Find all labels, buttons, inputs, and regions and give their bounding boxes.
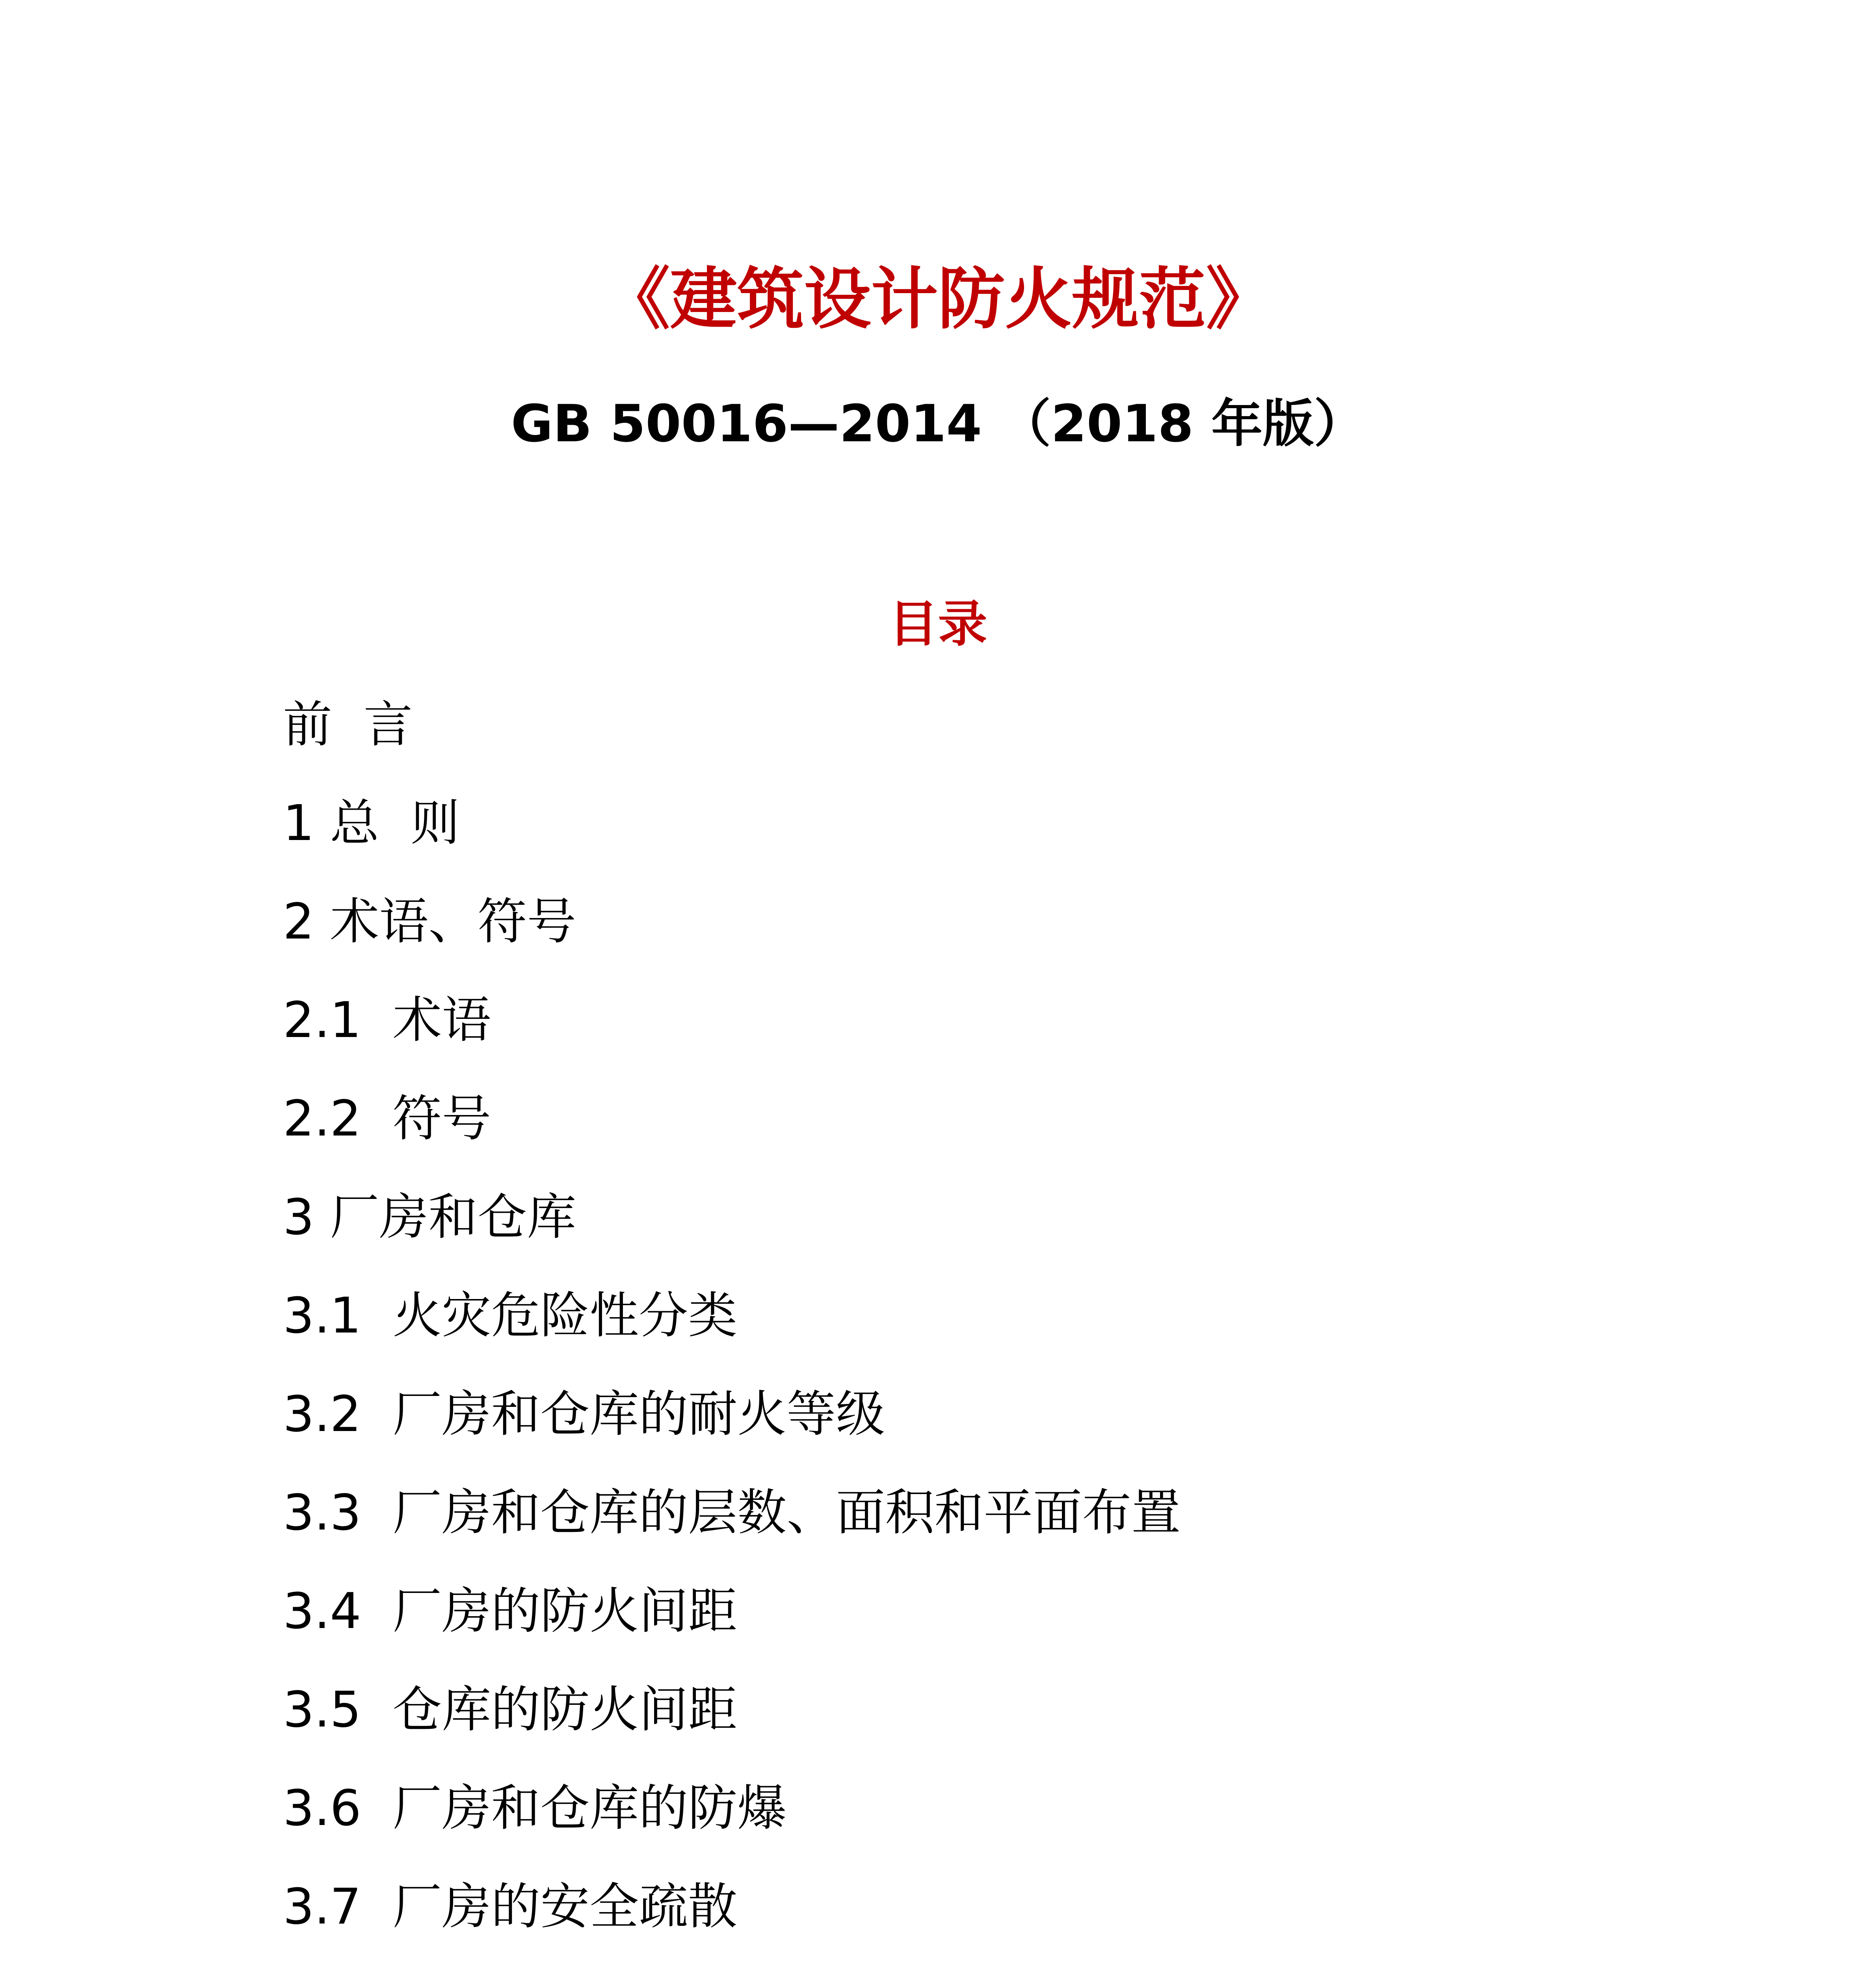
toc-item[interactable]: 3.2 厂房和仓库的耐火等级 bbox=[283, 1386, 885, 1443]
toc-item[interactable]: 3 厂房和仓库 bbox=[283, 1189, 576, 1246]
toc-heading: 目录 bbox=[889, 596, 987, 653]
toc-item[interactable]: 3.3 厂房和仓库的层数、面积和平面布置 bbox=[283, 1484, 1181, 1541]
document-title: 《建筑设计防火规范》 bbox=[603, 260, 1273, 338]
toc-list bbox=[283, 690, 1463, 1970]
toc-item[interactable]: 1 总 则 bbox=[283, 795, 460, 852]
toc-item[interactable]: 前 言 bbox=[283, 696, 413, 753]
toc-item[interactable]: 3.7 厂房的安全疏散 bbox=[283, 1878, 738, 1935]
toc-item[interactable]: 3.5 仓库的防火间距 bbox=[283, 1681, 738, 1738]
toc-item[interactable]: 2 术语、符号 bbox=[283, 893, 576, 950]
toc-item[interactable]: 2.2 符号 bbox=[283, 1090, 491, 1147]
toc-item[interactable]: 3.6 厂房和仓库的防爆 bbox=[283, 1780, 787, 1837]
standard-number: GB 50016—2014 （2018 年版） bbox=[511, 394, 1365, 453]
toc-item[interactable]: 2.1 术语 bbox=[283, 992, 491, 1049]
toc-item[interactable]: 3.4 厂房的防火间距 bbox=[283, 1583, 738, 1640]
toc-item[interactable]: 3.1 火灾危险性分类 bbox=[283, 1287, 738, 1344]
